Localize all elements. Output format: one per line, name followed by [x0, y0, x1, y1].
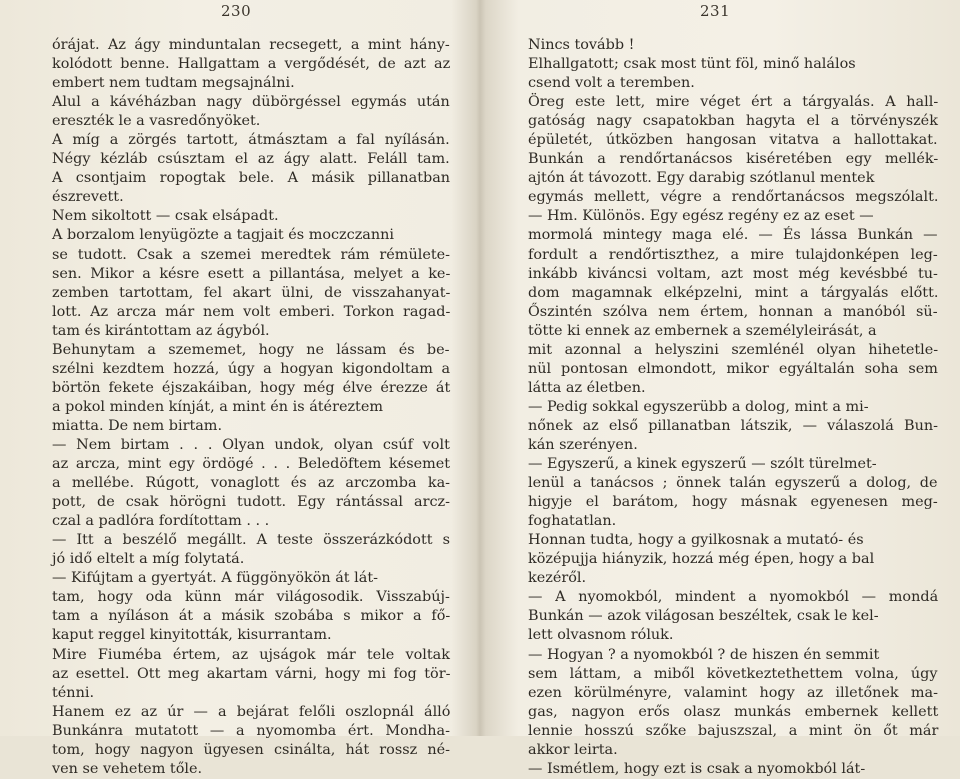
text-line: szélni kezdtem hozzá, úgy a hogyan kigondoltam a — [52, 360, 451, 377]
text-line: Bunkánra mutatott — a nyomomba ért. Mondha- — [52, 722, 450, 739]
text-line: sem láttam, a miből következtethettem volna, úgy — [528, 665, 938, 682]
text-line: lennie hosszú szőke bajuszszal, a mint ön őt már — [528, 722, 939, 739]
page-text — [528, 36, 938, 779]
page-text — [52, 36, 450, 779]
text-line: Négy kézláb csúsztam el az ágy alatt. Feláll tam. — [52, 151, 450, 168]
text-line: akkor leirta. — [528, 741, 618, 758]
text-line: a pokol minden kínját, a mint én is átéreztem — [52, 398, 383, 415]
text-line: ténni. — [52, 684, 95, 701]
text-line: — Pedig sokkal egyszerübb a dolog, mint a mi- — [528, 398, 869, 415]
text-line: — Egyszerű, a kinek egyszerű — szólt türelmet- — [528, 456, 877, 473]
text-line: Honnan tudta, hogy a gyilkosnak a mutató- és — [528, 532, 864, 549]
text-line: a mellébe. Rúgott, vonaglott és az arczomba ka- — [52, 475, 451, 492]
text-line: órájat. Az ágy minduntalan recsegett, a mint hány- — [52, 37, 450, 53]
text-line: A míg a zörgés tartott, átmásztam a fal nyílásán. — [52, 132, 450, 149]
text-line: az esettel. Ott meg akartam várni, hogy mi fog tör- — [52, 665, 451, 682]
text-line: lett olvasnom róluk. — [528, 627, 674, 644]
text-line: ereszték le a vasredőnyöket. — [52, 113, 261, 130]
text-line: látta az életben. — [528, 379, 646, 396]
text-line: A borzalom lenyügözte a tagjait és moczczanni — [52, 227, 395, 244]
text-line: kaput reggel kinyitották, kisurrantam. — [52, 627, 332, 644]
text-line: Öreg este lett, mire véget ért a tárgyalás. A hall- — [528, 94, 939, 111]
text-line: higyje el barátom, hogy másnak egyenesen meg- — [528, 494, 938, 511]
text-line: középujja hiányzik, hozzá még épen, hogy a bal — [528, 551, 875, 568]
text-line: tam, hogy oda künn már világosodik. Visszabúj- — [52, 589, 450, 606]
text-line: gas, nagyon erős olasz munkás embernek kellett — [528, 703, 939, 720]
text-line: miatta. De nem birtam. — [52, 417, 223, 434]
text-line: Őszintén szólva nem értem, honnan a manóból sü- — [528, 303, 938, 320]
text-line: ezen körülményre, valamint hogy az illetőnek ma- — [528, 684, 938, 701]
text-line: — Itt a beszélő megállt. A teste összerázkódott s — [52, 532, 450, 549]
text-line: zemben tartottam, fel akart ülni, de visszahanyat- — [52, 284, 451, 301]
text-line: tam a nyíláson át a másik szobába s mikor a fő- — [52, 608, 451, 625]
text-line: Bunkán — azok világosan beszéltek, csak le kel- — [528, 608, 879, 625]
text-line: észrevett. — [52, 189, 124, 206]
text-line: kolódott benne. Hallgattam a vergődését, de azt az — [52, 56, 451, 73]
text-line: ajtón át távozott. Egy darabig szótlanul mentek — [528, 170, 875, 187]
text-line: embert nem tudtam megsajnálni. — [52, 75, 295, 92]
text-line: Bunkán a rendőrtanácsos kiséretében egy mellék- — [528, 151, 939, 168]
text-line: jó idő eltelt a míg folytatá. — [52, 551, 245, 568]
text-line: — Nem birtam . . . Olyan undok, olyan csúf volt — [52, 436, 450, 453]
text-line: Nincs tovább ! — [528, 37, 635, 53]
text-line: — Hogyan ? a nyomokból ? de hiszen én semmit — [528, 646, 880, 663]
text-line: kán szerényen. — [528, 436, 638, 453]
text-line: tam és kirántottam az ágyból. — [52, 322, 270, 339]
text-line: Behunytam a szememet, hogy ne lássam és be- — [52, 341, 450, 358]
text-line: tötte ki ennek az embernek a személyleirását, a — [528, 322, 877, 339]
text-line: foghatatlan. — [528, 513, 617, 530]
text-line: Mire Fiuméba értem, az ujságok már tele voltak — [52, 646, 450, 663]
text-line: ven se vehetem tőle. — [52, 760, 203, 777]
right-page — [480, 0, 960, 777]
text-line: Hanem ez az úr — a bejárat felőli oszlopnál álló — [52, 703, 451, 720]
text-line: — Ismétlem, hogy ezt is csak a nyomokból lát- — [528, 760, 866, 777]
text-line: — A nyomokból, mindent a nyomokból — mondá — [528, 589, 939, 606]
text-line: lott. Az arcza már nem volt emberi. Torkon ragad- — [52, 303, 451, 320]
text-line: se tudott. Csak a szemei meredtek rám rémülete- — [52, 246, 450, 263]
text-line: dom magamnak elképzelni, mint a tárgyalás előtt. — [528, 284, 939, 301]
text-line: — Hm. Különös. Egy egész regény ez az eset — — [528, 208, 874, 225]
page-number: 231 — [700, 2, 731, 20]
text-line: az arcza, mint egy ördögé . . . Beledöftem késemet — [52, 456, 451, 473]
text-line: börtön fekete éjszakáiban, hogy még élve érezze át — [52, 379, 451, 396]
left-page — [0, 0, 480, 777]
text-line: inkább kiváncsi voltam, azt most még kevésbbé tu- — [528, 265, 938, 282]
text-line: csend volt a teremben. — [528, 75, 695, 92]
text-line: tom, hogy nagyon ügyesen csinálta, hát rossz né- — [52, 741, 450, 758]
text-line: kezéről. — [528, 570, 587, 587]
text-line: nőnek az első pillanatban látszik, — válaszolá Bun- — [528, 417, 938, 434]
text-line: czal a padlóra fordítottam . . . — [52, 513, 270, 530]
text-line: egymás mellett, végre a rendőrtanácsos megszólalt. — [528, 189, 939, 206]
text-line: fordult a rendőrtiszthez, a mire tulajdonképen leg- — [528, 246, 938, 263]
text-line: sen. Mikor a késre esett a pillantása, melyet a ke- — [52, 265, 451, 282]
text-line: lenül a tanácsos ; önnek talán egyszerű a dolog, de — [528, 475, 938, 492]
text-line: épületét, útközben hangosan vitatva a hallottakat. — [528, 132, 938, 149]
text-line: gatóság nagy csapatokban hagyta el a törvényszék — [528, 113, 938, 130]
text-line: A csontjaim ropogtak bele. A másik pillanatban — [52, 170, 451, 187]
text-line: Nem sikoltott — csak elsápadt. — [52, 208, 279, 225]
text-line: Alul a kávéházban nagy dübörgéssel egymás után — [52, 94, 450, 111]
text-line: Elhallgatott; csak most tünt föl, minő halálos — [528, 56, 856, 73]
text-line: — Kifújtam a gyertyát. A függönyökön át lát- — [52, 570, 378, 587]
text-line: nül pontosan elmondott, mikor egyáltalán soha sem — [528, 360, 938, 377]
text-line: mormolá mintegy maga elé. — És lássa Bunkán — — [528, 227, 938, 244]
text-line: mit azonnal a helyszini szemlénél olyan hihetetle- — [528, 341, 939, 358]
text-line: pott, de csak hörögni tudott. Egy rántással arcz- — [52, 494, 450, 511]
page-number: 230 — [221, 2, 252, 20]
